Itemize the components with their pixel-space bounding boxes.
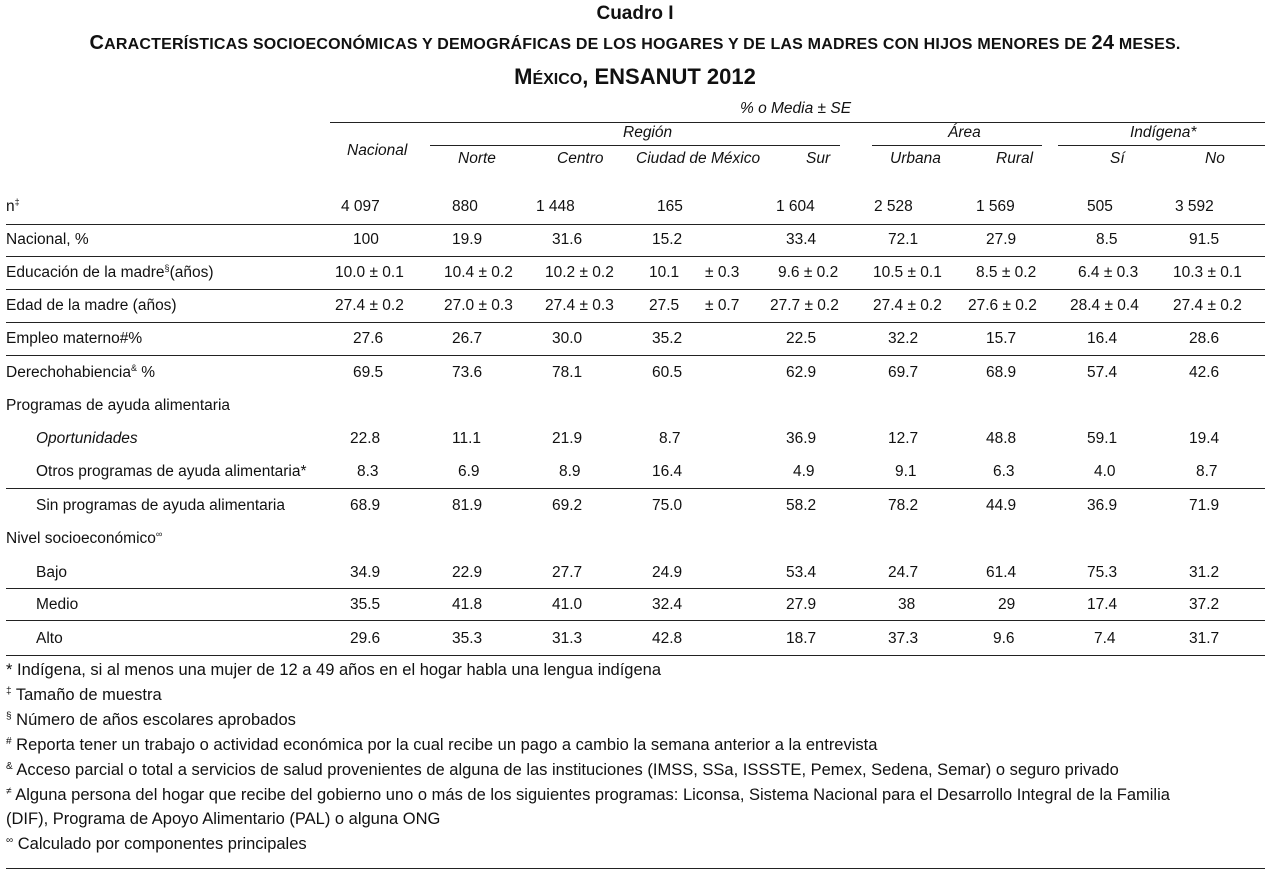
cell-no: 42.6: [1189, 364, 1220, 381]
row-label: Otros programas de ayuda alimentaria*: [36, 463, 307, 480]
subtitle-country: ÉXICO: [532, 71, 583, 88]
col-sur: Sur: [806, 150, 831, 167]
cell-norte: 81.9: [452, 497, 483, 514]
title-end: MESES.: [1114, 36, 1181, 53]
cell-cdmx: 35.2: [652, 330, 683, 347]
cell-si: 57.4: [1087, 364, 1118, 381]
cell-centro: 69.2: [552, 497, 583, 514]
row-label: Sin programas de ayuda alimentaria: [36, 497, 285, 514]
row-label: Alto: [36, 630, 63, 647]
cell-rural: 27.9: [986, 231, 1017, 248]
cell-centro: 27.7: [552, 564, 583, 581]
row-label: Derechohabiencia& %: [6, 363, 156, 381]
cell-rural: 48.8: [986, 430, 1017, 447]
cell-si: 6.4 ± 0.3: [1078, 264, 1139, 281]
cell-centro: 27.4 ± 0.3: [545, 297, 614, 314]
cell-cdmx-se: ± 0.7: [705, 297, 740, 314]
cell-norte: 880: [452, 198, 478, 215]
cell-sur: 62.9: [786, 364, 817, 381]
cell-nac: 10.0 ± 0.1: [335, 264, 404, 281]
cell-no: 71.9: [1189, 497, 1220, 514]
cell-urbana: 69.7: [888, 364, 919, 381]
col-no: No: [1205, 150, 1225, 167]
cell-norte: 35.3: [452, 630, 483, 647]
footnote-escolares: § Número de años escolares aprobados: [6, 711, 296, 729]
measure-label: % o Media ± SE: [740, 100, 852, 117]
col-urbana: Urbana: [890, 150, 941, 167]
cell-no: 10.3 ± 0.1: [1173, 264, 1242, 281]
rule-after-medio: [6, 620, 1265, 621]
footnote-nivel: ∞ Calculado por componentes principales: [6, 835, 307, 853]
cell-cdmx: 60.5: [652, 364, 683, 381]
cell-centro: 1 448: [536, 198, 575, 215]
cell-sur: 27.9: [786, 596, 817, 613]
cell-centro: 8.9: [559, 463, 581, 480]
rule-after-educacion: [6, 289, 1265, 290]
cell-centro: 78.1: [552, 364, 583, 381]
cell-centro: 10.2 ± 0.2: [545, 264, 614, 281]
col-norte: Norte: [458, 150, 496, 167]
cell-cdmx: 165: [657, 198, 683, 215]
rule-after-edad: [6, 322, 1265, 323]
cell-norte: 73.6: [452, 364, 483, 381]
rule-after-bajo: [6, 588, 1265, 589]
cell-nac: 22.8: [350, 430, 381, 447]
title-cap-c: C: [89, 32, 105, 54]
cell-nac: 69.5: [353, 364, 384, 381]
cell-cdmx: 15.2: [652, 231, 683, 248]
cell-centro: 31.6: [552, 231, 583, 248]
cell-si: 8.5: [1096, 231, 1118, 248]
cell-urbana: 78.2: [888, 497, 919, 514]
group-area: Área: [948, 124, 981, 141]
row-label: Edad de la madre (años): [6, 297, 177, 314]
cell-cdmx: 8.7: [659, 430, 681, 447]
cell-sur: 33.4: [786, 231, 817, 248]
cell-urbana: 38: [898, 596, 916, 613]
cell-nac: 29.6: [350, 630, 381, 647]
rule-after-n: [6, 224, 1265, 225]
row-label: Educación de la madre§(años): [6, 263, 214, 281]
cell-sur: 53.4: [786, 564, 817, 581]
footnote-programas: ≠ Alguna persona del hogar que recibe del gobierno uno o más de los siguientes programas: Liconsa, Sistema Nacional para el Desarrollo Integral de la Familia: [6, 786, 1170, 804]
footnote-empleo: # Reporta tener un trabajo o actividad económica por la cual recibe un pago a cambio la semana anterior a la entrevista: [6, 736, 878, 754]
cell-nac: 27.6: [353, 330, 384, 347]
cell-cdmx: 24.9: [652, 564, 683, 581]
row-label: n‡: [6, 197, 20, 215]
cell-cdmx: 75.0: [652, 497, 683, 514]
cell-si: 17.4: [1087, 596, 1118, 613]
cell-no: 91.5: [1189, 231, 1220, 248]
cell-cdmx: 42.8: [652, 630, 683, 647]
cell-urbana: 72.1: [888, 231, 919, 248]
footnote-derechohabiencia: & Acceso parcial o total a servicios de salud provenientes de alguna de las instituciones (IMSS, SSa, ISSSTE, Pemex, Sedena, Semar) o seguro privado: [6, 761, 1119, 779]
cell-rural: 15.7: [986, 330, 1017, 347]
cell-sur: 58.2: [786, 497, 817, 514]
cell-urbana: 10.5 ± 0.1: [873, 264, 942, 281]
cell-centro: 41.0: [552, 596, 583, 613]
cell-norte: 6.9: [458, 463, 480, 480]
cell-rural: 44.9: [986, 497, 1017, 514]
cell-cdmx-se: ± 0.3: [705, 264, 740, 281]
title-text: ARACTERÍSTICAS SOCIOECONÓMICAS Y DEMOGRÁFICAS DE LOS HOGARES Y DE LAS MADRES CON HIJOS MENORES DE: [104, 36, 1092, 53]
cell-sur: 4.9: [793, 463, 815, 480]
cell-sur: 36.9: [786, 430, 817, 447]
cell-sur: 22.5: [786, 330, 817, 347]
cell-no: 37.2: [1189, 596, 1220, 613]
table-caption-number: Cuadro I: [596, 3, 674, 24]
cell-nac: 27.4 ± 0.2: [335, 297, 404, 314]
cell-urbana: 27.4 ± 0.2: [873, 297, 942, 314]
cell-norte: 10.4 ± 0.2: [444, 264, 513, 281]
row-label: Medio: [36, 596, 79, 613]
cell-no: 19.4: [1189, 430, 1220, 447]
cell-nac: 34.9: [350, 564, 381, 581]
col-si: Sí: [1110, 150, 1125, 167]
page-bottom-rule: [6, 868, 1265, 869]
cell-rural: 68.9: [986, 364, 1017, 381]
header-rule-top: [330, 122, 1265, 123]
cell-norte: 27.0 ± 0.3: [444, 297, 513, 314]
cell-no: 28.6: [1189, 330, 1220, 347]
row-label: Bajo: [36, 564, 68, 581]
cell-si: 36.9: [1087, 497, 1118, 514]
cell-sur: 9.6 ± 0.2: [778, 264, 839, 281]
footnote-indigena: * Indígena, si al menos una mujer de 12 a 49 años en el hogar habla una lengua indígena: [6, 661, 661, 679]
table-title: [0, 32, 1270, 55]
cell-si: 28.4 ± 0.4: [1070, 297, 1139, 314]
subtitle-survey: , ENSANUT 2012: [582, 64, 756, 89]
cell-si: 7.4: [1094, 630, 1116, 647]
cell-rural: 1 569: [976, 198, 1015, 215]
cell-si: 59.1: [1087, 430, 1118, 447]
cell-urbana: 24.7: [888, 564, 919, 581]
cell-nac: 100: [353, 231, 379, 248]
cell-urbana: 2 528: [874, 198, 913, 215]
title-number: 24: [1091, 32, 1115, 54]
cell-cdmx: 16.4: [652, 463, 683, 480]
cell-centro: 21.9: [552, 430, 583, 447]
region-underline: [430, 145, 840, 146]
cell-rural: 6.3: [993, 463, 1015, 480]
cell-rural: 9.6: [993, 630, 1015, 647]
rule-table-bottom: [6, 655, 1265, 656]
col-centro: Centro: [557, 150, 604, 167]
rule-after-empleo: [6, 355, 1265, 356]
cell-nac: 68.9: [350, 497, 381, 514]
subtitle-cap: M: [514, 64, 533, 89]
cell-no: 3 592: [1175, 198, 1214, 215]
cell-norte: 11.1: [452, 430, 482, 447]
row-label: Empleo materno#%: [6, 330, 143, 347]
cell-urbana: 9.1: [895, 463, 917, 480]
cell-no: 27.4 ± 0.2: [1173, 297, 1242, 314]
cell-norte: 22.9: [452, 564, 483, 581]
group-indigena: Indígena*: [1130, 124, 1197, 141]
cell-nac: 8.3: [357, 463, 379, 480]
cell-urbana: 37.3: [888, 630, 919, 647]
section-programas: Programas de ayuda alimentaria: [6, 397, 231, 414]
cell-centro: 30.0: [552, 330, 583, 347]
cell-si: 16.4: [1087, 330, 1118, 347]
col-rural: Rural: [996, 150, 1034, 167]
cell-cdmx: 10.1: [649, 264, 680, 281]
cell-sur: 18.7: [786, 630, 817, 647]
cell-urbana: 32.2: [888, 330, 919, 347]
cell-nac: 4 097: [341, 198, 380, 215]
row-label: Nacional, %: [6, 231, 89, 248]
cell-cdmx: 27.5: [649, 297, 680, 314]
footnote-muestra: ‡ Tamaño de muestra: [6, 686, 162, 704]
col-cdmx: Ciudad de México: [636, 150, 761, 167]
cell-si: 505: [1087, 198, 1113, 215]
col-nacional: Nacional: [347, 142, 408, 159]
cell-rural: 29: [998, 596, 1016, 613]
cell-cdmx: 32.4: [652, 596, 683, 613]
cell-rural: 61.4: [986, 564, 1017, 581]
cell-si: 4.0: [1094, 463, 1116, 480]
cell-no: 31.7: [1189, 630, 1220, 647]
cell-norte: 41.8: [452, 596, 483, 613]
indigena-underline: [1058, 145, 1265, 146]
rule-after-otros: [6, 488, 1265, 489]
cell-sur: 27.7 ± 0.2: [770, 297, 839, 314]
section-nivel: Nivel socioeconómico∞: [6, 529, 163, 547]
cell-centro: 31.3: [552, 630, 583, 647]
cell-rural: 27.6 ± 0.2: [968, 297, 1037, 314]
group-region: Región: [623, 124, 673, 141]
table-subtitle: [0, 64, 1270, 90]
area-underline: [872, 145, 1042, 146]
cell-nac: 35.5: [350, 596, 381, 613]
cell-norte: 26.7: [452, 330, 483, 347]
cell-urbana: 12.7: [888, 430, 919, 447]
cell-no: 31.2: [1189, 564, 1220, 581]
cell-rural: 8.5 ± 0.2: [976, 264, 1037, 281]
footnote-programas-cont: (DIF), Programa de Apoyo Alimentario (PAL) o alguna ONG: [6, 810, 441, 828]
rule-after-nacional: [6, 256, 1265, 257]
row-label: Oportunidades: [36, 430, 138, 447]
cell-no: 8.7: [1196, 463, 1218, 480]
cell-si: 75.3: [1087, 564, 1118, 581]
cell-norte: 19.9: [452, 231, 483, 248]
cell-sur: 1 604: [776, 198, 815, 215]
